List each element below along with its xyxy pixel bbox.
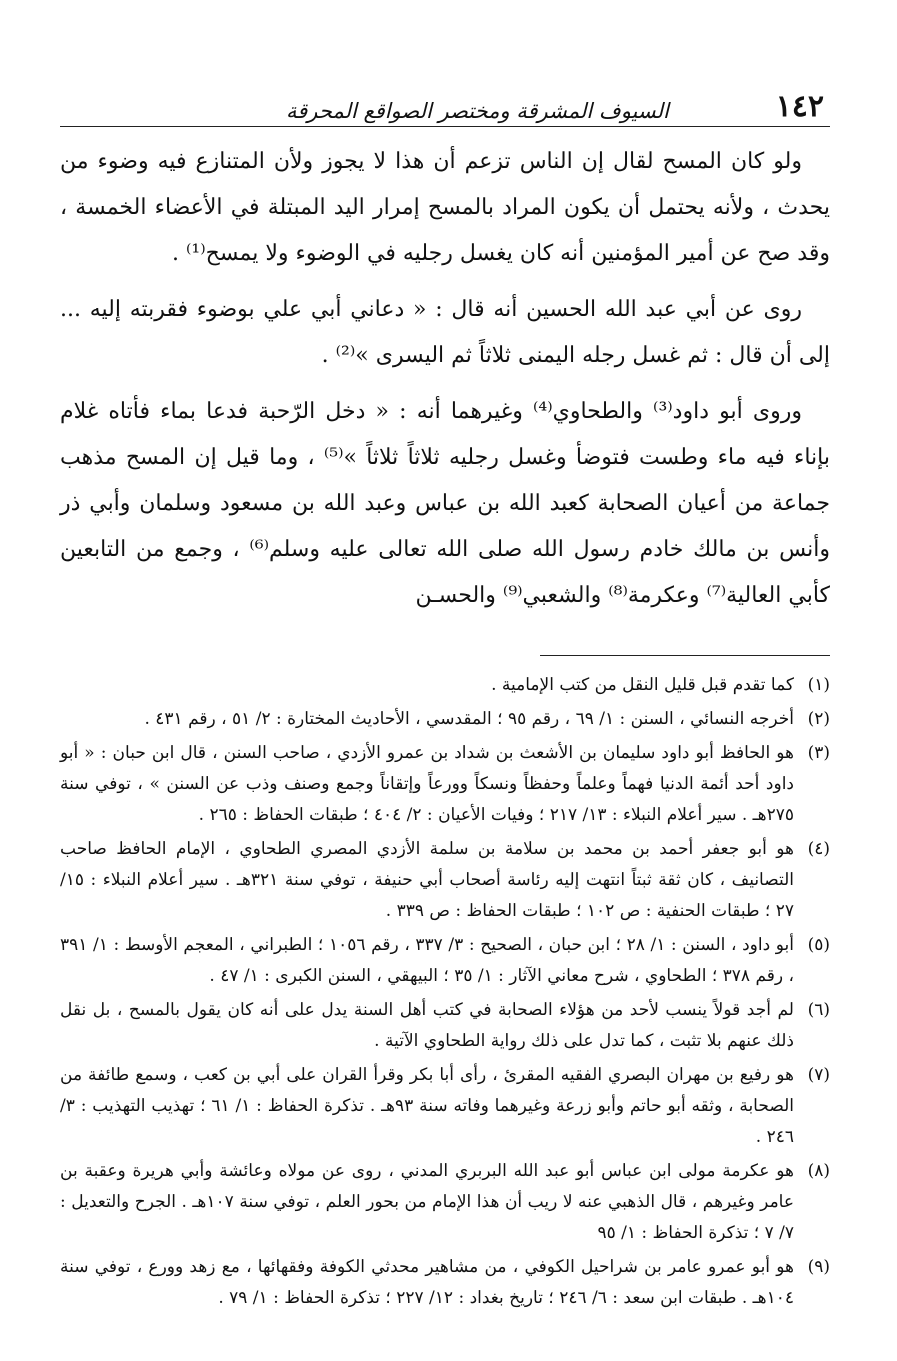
body-paragraph-2: روى عن أبي عبد الله الحسين أنه قال : « دعاني أبي علي بوضوء فقربته إليه ... إلى أن قال : ثم غسل رجله اليمنى ثلاثاً ثم اليسرى »⁽²⁾ . — [60, 297, 830, 368]
page-number: ١٤٢ — [775, 89, 824, 124]
footnote-5 — [60, 930, 830, 992]
footnote-number: (٨) — [807, 1161, 830, 1181]
footnote-number: (٤) — [807, 839, 830, 859]
footnote-text: أبو داود ، السنن : ١/ ٢٨ ؛ ابن حبان ، الصحيح : ٣/ ٣٣٧ ، رقم ١٠٥٦ ؛ الطبراني ، المعجم الأوسط : ١/ ٣٩١ ، رقم ٣٧٨ ؛ الطحاوي ، شرح معاني الآثار : ١/ ٣٥ ؛ البيهقي ، السنن الكبرى : ١/ ٤٧ . — [60, 935, 795, 986]
footnote-text: أخرجه النسائي ، السنن : ١/ ٦٩ ، رقم ٩٥ ؛ المقدسي ، الأحاديث المختارة : ٢/ ٥١ ، رقم ٤٣١ . — [144, 709, 794, 729]
footnote-separator — [540, 655, 830, 656]
footnote-number: (٥) — [807, 935, 830, 955]
footnote-number: (٩) — [807, 1257, 830, 1277]
footnote-text: كما تقدم قبل قليل النقل من كتب الإمامية . — [491, 675, 794, 695]
footnote-7 — [60, 1060, 830, 1153]
page-header — [60, 70, 830, 127]
footnote-number: (٢) — [807, 709, 830, 729]
footnote-1 — [60, 670, 830, 701]
footnotes — [60, 670, 830, 1314]
footnote-text: هو رفيع بن مهران البصري الفقيه المقرئ ، رأى أبا بكر وقرأ القران على أبي بن كعب ، وسمع طائفة من الصحابة ، وثقه أبو حاتم وأبو زرعة وغيرهما وفاته سنة ٩٣هـ . تذكرة الحفاظ : ١/ ٦١ ؛ تهذيب التهذيب : ٣/ ٢٤٦ . — [60, 1065, 794, 1147]
footnote-text: هو أبو جعفر أحمد بن محمد بن سلامة بن سلمة الأزدي المصري الطحاوي ، الإمام الحافظ صاحب التصانيف ، كان ثقة ثبتاً انتهت إليه رئاسة أصحاب أبي حنيفة ، توفي سنة ٣٢١هـ . سير أعلام النبلاء : ١٥/ ٢٧ ؛ طبقات الحنفية : ص ١٠٢ ؛ طبقات الحفاظ : ص ٣٣٩ . — [60, 839, 795, 921]
footnote-number: (٦) — [807, 1000, 830, 1020]
footnote-4 — [60, 834, 830, 927]
footnote-number: (٣) — [807, 743, 830, 763]
footnote-9 — [60, 1252, 830, 1314]
footnote-2 — [60, 704, 830, 735]
footnote-text: هو الحافظ أبو داود سليمان بن الأشعث بن شداد بن عمرو الأزدي ، صاحب السنن ، قال ابن حبان : « أبو داود أحد أئمة الدنيا فهماً وعلماً وحفظاً ونسكاً وورعاً وإتقاناً وجمع وصنف وذب عن السنن » ، توفي سنة ٢٧٥هـ . سير أعلام النبلاء : ١٣/ ٢١٧ ؛ وفيات الأعيان : ٢/ ٤٠٤ ؛ طبقات الحفاظ : ٢٦٥ . — [60, 743, 794, 825]
footnote-text: لم أجد قولاً ينسب لأحد من هؤلاء الصحابة في كتب أهل السنة يدل على أنه كان يقول بالمسح ، بل نقل ذلك عنهم بلا تثبت ، كما تدل على ذلك رواية الطحاوي الآتية . — [60, 1000, 794, 1051]
main-text — [60, 139, 830, 619]
footnote-3 — [60, 738, 830, 831]
running-title: السيوف المشرقة ومختصر الصواقع المحرقة — [286, 99, 669, 123]
footnote-text: هو أبو عمرو عامر بن شراحيل الكوفي ، من مشاهير محدثي الكوفة وفقهائها ، مع زهد وورع ، توفي سنة ١٠٤هـ . طبقات ابن سعد : ٦/ ٢٤٦ ؛ تاريخ بغداد : ١٢/ ٢٢٧ ؛ تذكرة الحفاظ : ١/ ٧٩ . — [60, 1257, 794, 1308]
body-paragraph-3: وروى أبو داود⁽³⁾ والطحاوي⁽⁴⁾ وغيرهما أنه : « دخل الرّحبة فدعا بماء فأتاه غلام بإناء فيه ماء وطست فتوضأ وغسل رجليه ثلاثاً ثلاثاً »⁽⁵⁾ ، وما قيل إن المسح مذهب جماعة من أعيان الصحابة كعبد الله بن عباس وعبد الله بن مسعود وسلمان وأبي ذر وأنس بن مالك خادم رسول الله صلى الله تعالى عليه وسلم⁽⁶⁾ ، وجمع من التابعين كأبي العالية⁽⁷⁾ وعكرمة⁽⁸⁾ والشعبي⁽⁹⁾ والحسـن — [60, 399, 831, 608]
body-paragraph-1: ولو كان المسح لقال إن الناس تزعم أن هذا لا يجوز ولأن المتنازع فيه وضوء من يحدث ، ولأنه يحتمل أن يكون المراد بالمسح إمرار اليد المبتلة في الأعضاء الخمسة ، وقد صح عن أمير المؤمنين أنه كان يغسل رجليه في الوضوء ولا يمسح⁽¹⁾ . — [60, 149, 830, 266]
footnote-text: هو عكرمة مولى ابن عباس أبو عبد الله البربري المدني ، روى عن مولاه وعائشة وأبي هريرة وعقبة بن عامر وغيرهم ، قال الذهبي عنه لا ريب أن هذا الإمام من بحور العلم ، توفي سنة ١٠٧هـ . الجرح والتعديل : ٧/ ٧ ؛ تذكرة الحفاظ : ١/ ٩٥ — [60, 1161, 794, 1243]
book-page — [60, 70, 831, 1308]
footnote-6 — [60, 995, 830, 1057]
footnote-8 — [60, 1156, 830, 1249]
footnote-number: (٧) — [807, 1065, 830, 1085]
footnote-number: (١) — [807, 675, 830, 695]
